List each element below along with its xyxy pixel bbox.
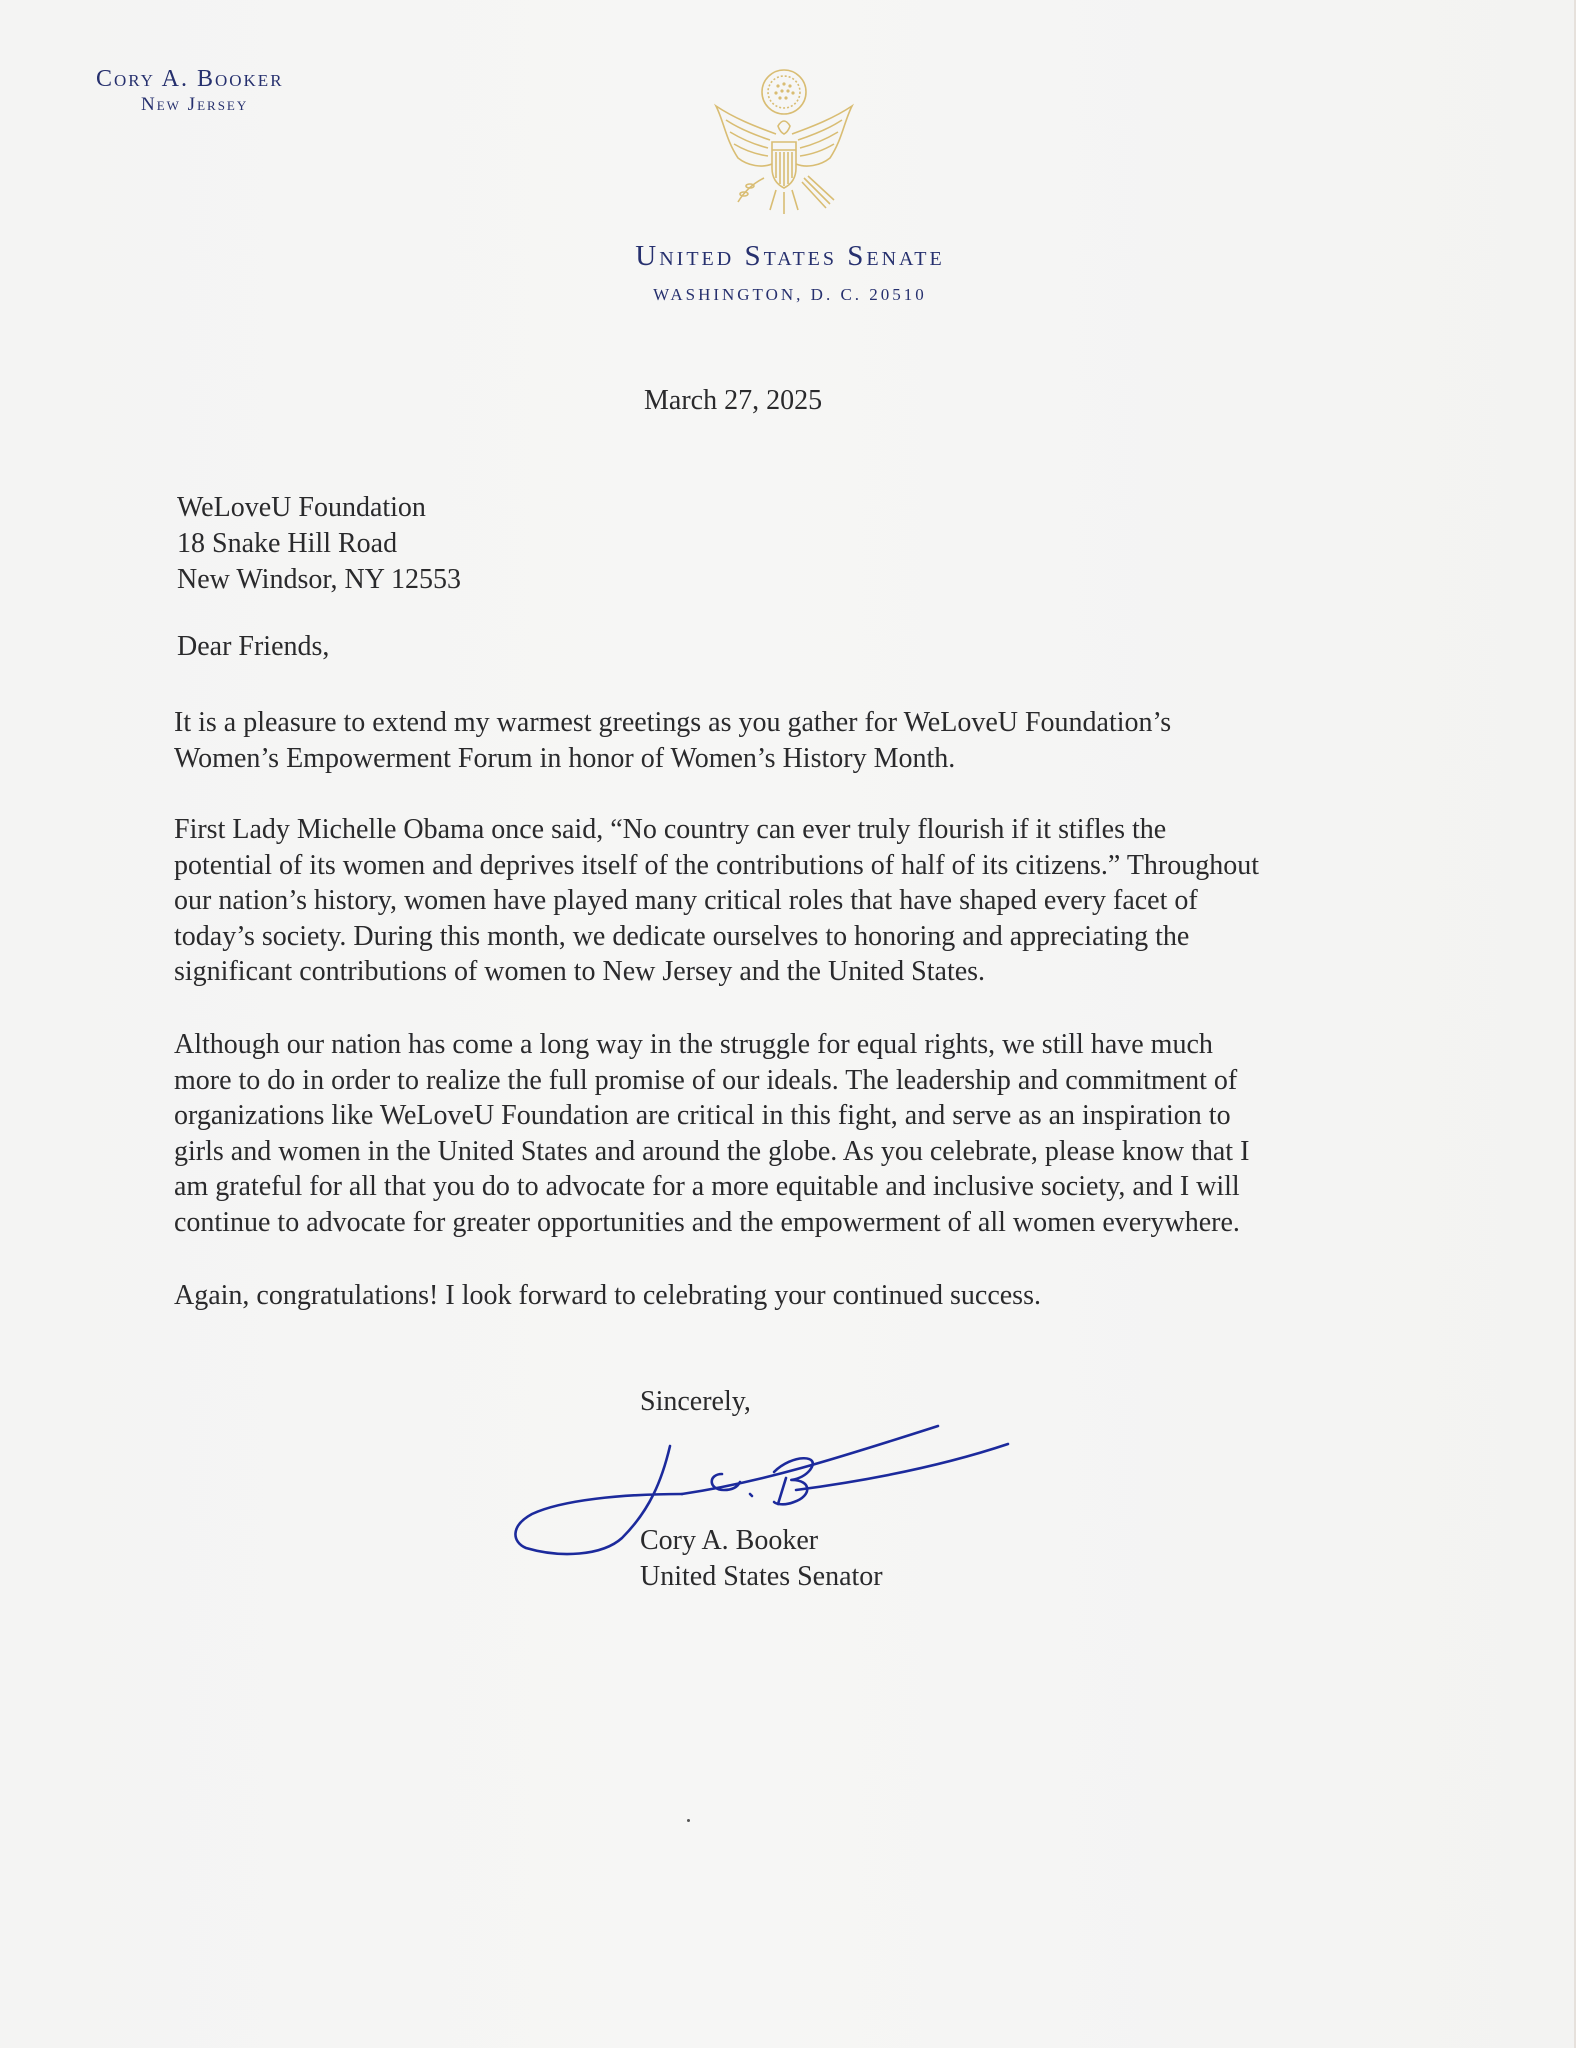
paper-speck [687,1819,690,1822]
recipient-line: 18 Snake Hill Road [177,528,398,559]
signer-title: United States Senator [640,1561,883,1592]
paragraph-quote [174,812,1404,990]
paragraph-line: significant contributions of women to New Jersey and the United States. [174,956,986,987]
recipient-line: WeLoveU Foundation [177,492,426,523]
paragraph-line: today’s society. During this month, we dedicate ourselves to honoring and appreciating the [174,920,1190,952]
paragraph-line: First Lady Michelle Obama once said, “No country can ever truly flourish if it stifles the [174,814,1167,845]
salutation: Dear Friends, [177,631,330,662]
paragraph-line: am grateful for all that you do to advocate for a more equitable and inclusive society, and I will [174,1171,1240,1202]
paragraph-line: girls and women in the United States and around the globe. As you celebrate, please know that I [174,1135,1250,1167]
paragraph-line: potential of its women and deprives itself of the contributions of half of its citizens.” Throughout [174,849,1260,881]
paragraph-line: It is a pleasure to extend my warmest greetings as you gather for WeLoveU Foundation’s [174,707,1172,738]
paragraph-line: Although our nation has come a long way in the struggle for equal rights, we still have much [174,1029,1213,1060]
paragraph-line: more to do in order to realize the full promise of our ideals. The leadership and commitment of [174,1064,1238,1096]
sender-name: Cory A. Booker [96,66,284,92]
senate-title: United States Senate [635,240,945,272]
senate-address: WASHINGTON, D. C. 20510 [653,285,927,304]
letter-date: March 27, 2025 [644,385,823,416]
paragraph-equal-rights [174,1027,1404,1240]
paragraph-line: Again, congratulations! I look forward to celebrating your continued success. [174,1280,1041,1311]
recipient-line: New Windsor, NY 12553 [177,564,461,595]
paragraph-line: organizations like WeLoveU Foundation are critical in this fight, and serve as an inspiration to [174,1100,1231,1131]
closing: Sincerely, [640,1386,751,1417]
paragraph-greeting [174,705,1404,776]
great-seal-eagle-icon [704,60,864,230]
sender-state: New Jersey [141,94,249,115]
recipient-address [177,490,461,598]
paragraph-line: our nation’s history, women have played many critical roles that have shaped every facet of [174,885,1198,916]
paragraph-line: continue to advocate for greater opportunities and the empowerment of all women everywhere. [174,1206,1240,1238]
paragraph-line: Women’s Empowerment Forum in honor of Women’s History Month. [174,742,956,774]
paragraph-congratulations [174,1278,1404,1314]
signer-name: Cory A. Booker [640,1525,819,1556]
